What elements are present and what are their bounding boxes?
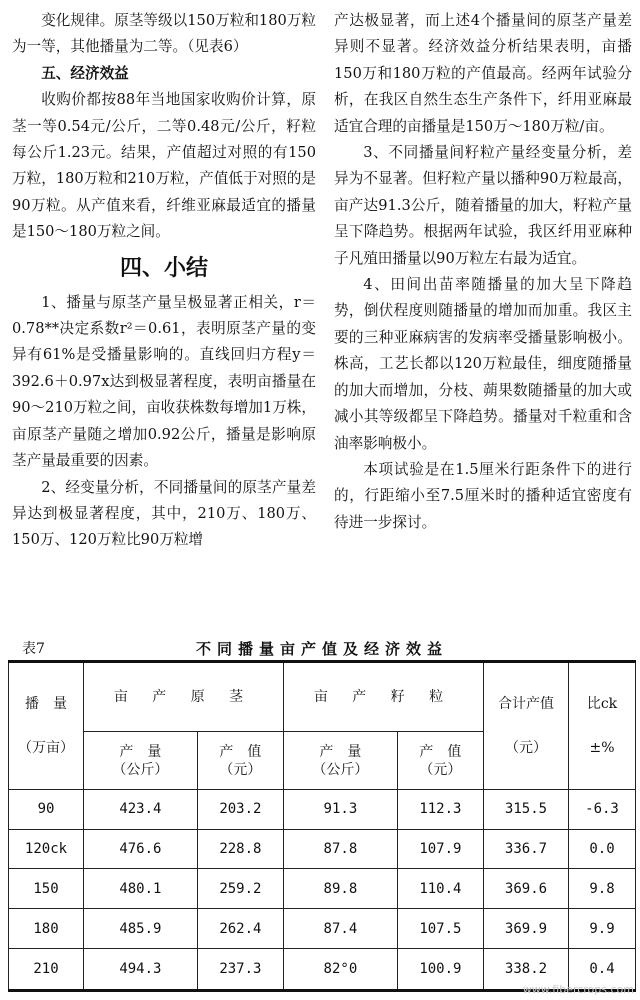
header-seeding [9,662,84,790]
left-column [12,8,316,554]
paragraph-note: 本项试验是在1.5厘米行距条件下的进行的，行距缩小至7.5厘米时的播种适宜密度有待进一步探讨。 [334,460,632,531]
cell-ck: -6.3 [569,790,636,830]
cell-total: 369.6 [484,869,569,909]
cell-seed-yield: 87.8 [283,829,397,869]
cell-seed-value: 100.9 [397,948,483,990]
cell-total: 315.5 [484,790,569,830]
cell-stem-value: 237.3 [197,948,283,990]
header-stem-value-unit: （元） [219,761,262,778]
table-row [9,790,636,830]
header-seed-yield-unit: （公斤） [312,761,369,778]
header-ck-unit: ±% [589,740,615,756]
cell-seed-yield: 87.4 [283,909,397,949]
table-row [9,829,636,869]
header-spacer [9,713,83,739]
table-caption [12,636,632,660]
cell-stem-yield: 476.6 [84,829,198,869]
cell-seeding: 180 [9,909,84,949]
cell-total: 369.9 [484,909,569,949]
header-seed-value [397,732,483,790]
cell-ck: 9.8 [569,869,636,909]
header-stem-value-label: 产 值 [219,743,262,760]
economic-benefit-table [8,660,636,992]
header-stem-yield [84,732,198,790]
cell-seed-value: 107.5 [397,909,483,949]
header-seed-yield [283,732,397,790]
header-seed-group: 亩 产 籽 粒 [283,662,483,732]
header-spacer [484,713,568,739]
right-column [334,8,632,536]
header-stem-group: 亩 产 原 茎 [84,662,284,732]
watermark: www.fibercrops.com [522,983,634,996]
cell-stem-value: 203.2 [197,790,283,830]
cell-seed-value: 112.3 [397,790,483,830]
cell-stem-yield: 494.3 [84,948,198,990]
cell-seed-yield: 89.8 [283,869,397,909]
header-stem-yield-label: 产 量 [119,743,162,760]
cell-ck: 9.9 [569,909,636,949]
header-total-unit: （元） [505,740,547,756]
header-stem-value [197,732,283,790]
section-heading-summary: 四、小结 [119,254,208,281]
header-seeding-unit: （万亩） [18,740,74,756]
cell-seeding: 210 [9,948,84,990]
table-row [9,909,636,949]
header-total [484,662,569,790]
cell-seeding: 150 [9,869,84,909]
cell-stem-yield: 423.4 [84,790,198,830]
header-total-label: 合计产值 [498,696,554,712]
cell-stem-value: 259.2 [197,869,283,909]
table-row [9,869,636,909]
header-seed-value-label: 产 值 [419,743,462,760]
header-seed-yield-label: 产 量 [319,743,362,760]
paragraph-summary-2: 2、经变量分析，不同播量间的原茎产量差异达到极显著程度，其中，210万、180万、150万、120万粒比90万粒增 [12,478,316,549]
cell-seed-value: 107.9 [397,829,483,869]
section-heading-economic-benefit: 五、经济效益 [41,64,129,82]
cell-ck: 0.0 [569,829,636,869]
cell-ck: 0.4 [569,948,636,990]
cell-total: 336.7 [484,829,569,869]
cell-stem-yield: 485.9 [84,909,198,949]
paragraph-economic-benefit: 收购价都按88年当地国家收购价计算，原茎一等0.54元/公斤，二等0.48元/公斤，籽粒每公斤1.23元。结果，产值超过对照的有150万粒，180万粒和210万粒，产值低于对照的是90万粒。从产值来看，纤维亚麻最适宜的播量是150～180万粒之间。 [12,91,316,241]
header-seeding-label: 播 量 [25,696,67,712]
header-seed-value-unit: （元） [419,761,462,778]
paragraph-summary-3: 3、不同播量间籽粒产量经变量分析，差异为不显著。但籽粒产量以播种90万粒最高，亩产达91.3公斤，随着播量的加大，籽粒产量呈下降趋势。根据两年试验，我区纤用亚麻种子凡殖田播量以90万粒左右最为适宜。 [334,144,632,267]
header-stem-yield-unit: （公斤） [112,761,169,778]
paragraph-summary-1: 1、播量与原茎产量呈极显著正相关，r＝0.78**决定系数r²＝0.61，表明原茎产量的变异有61%是受播量影响的。直线回归方程y＝392.6＋0.97x达到极显著程度，表明亩播量在90～210万粒之间，亩收获株数每增加1万株，亩原茎产量随之增加0.92公斤，播量是影响原茎产量最重要的因素。 [12,293,316,470]
cell-seed-yield: 91.3 [283,790,397,830]
header-ck [569,662,636,790]
cell-seeding: 120ck [9,829,84,869]
cell-total: 338.2 [484,948,569,990]
paragraph-summary-4: 4、田间出苗率随播量的加大呈下降趋势，倒伏程度则随播量的增加而加重。我区主要的三种亚麻病害的发病率受播量影响极小。株高，工艺长都以120万粒最佳，细度随播量的加大而增加，分枝、蒴果数随播量的加大或减小其等级都呈下降趋势。播量对千粒重和含油率影响极小。 [334,276,632,452]
cell-seed-value: 110.4 [397,869,483,909]
cell-stem-value: 262.4 [197,909,283,949]
header-spacer [569,713,635,739]
header-ck-label: 比ck [586,696,618,712]
paragraph-summary-2-cont: 产达极显著，而上述4个播量间的原茎产量差异则不显著。经济效益分析结果表明，亩播150万和180万粒的产值最高。经两年试验分析，在我区自然生态生产条件下，纤用亚麻最适宜合理的亩播量是150万～180万粒/亩。 [334,12,632,135]
table-number: 表7 [22,641,45,657]
cell-stem-yield: 480.1 [84,869,198,909]
paragraph-grade-conclusion: 变化规律。原茎等级以150万粒和180万粒为一等，其他播量为二等。（见表6） [12,12,316,56]
cell-stem-value: 228.8 [197,829,283,869]
cell-seeding: 90 [9,790,84,830]
cell-seed-yield: 82°0 [283,948,397,990]
table-title: 不同播量亩产值及经济效益 [195,640,448,658]
